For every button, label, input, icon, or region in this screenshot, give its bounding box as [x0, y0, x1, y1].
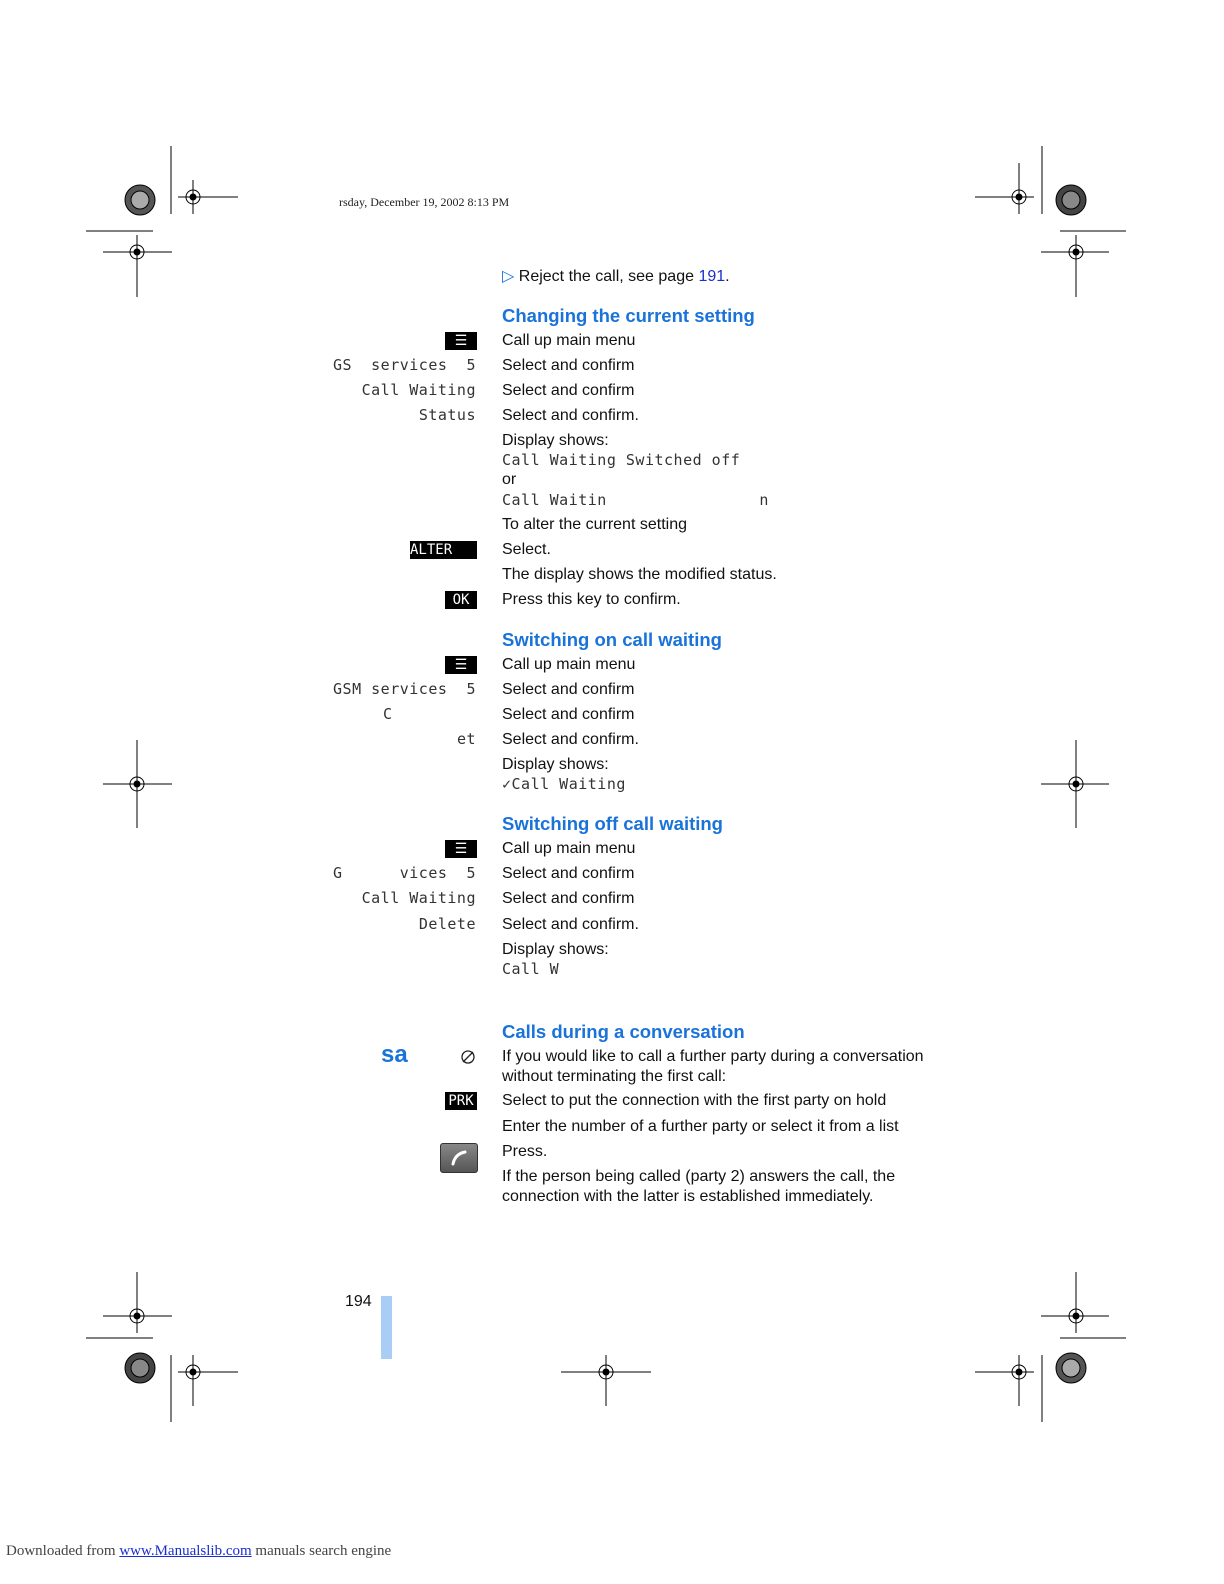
step-label: Select and confirm	[502, 890, 635, 907]
alter-softkey[interactable]: ALTER	[410, 541, 477, 559]
intro-suffix: .	[725, 268, 730, 285]
section-heading-changing: Changing the current setting	[502, 305, 755, 326]
step-label: Select to put the connection with the first party on hold	[502, 1092, 887, 1109]
step-label: Select and confirm.	[502, 916, 639, 933]
step-label: If the person being called (party 2) answers the call, the	[502, 1168, 896, 1185]
step-label: Display shows:	[502, 941, 609, 958]
step-label: If you would like to call a further party during a conversation	[502, 1048, 924, 1065]
section-heading-switching-off: Switching off call waiting	[502, 813, 723, 834]
step-label: Display shows:	[502, 432, 609, 449]
step-label: Display shows:	[502, 756, 609, 773]
section-heading-calls-during: Calls during a conversation	[502, 1021, 745, 1042]
step-label: connection with the latter is established immediately.	[502, 1188, 874, 1205]
step-label: The display shows the modified status.	[502, 566, 777, 583]
step-label: Select and confirm	[502, 357, 635, 374]
intro-text: Reject the call, see page	[518, 268, 699, 285]
step-label: Select and confirm	[502, 865, 635, 882]
call-key-button[interactable]	[440, 1143, 478, 1173]
step-label: without terminating the first call:	[502, 1068, 727, 1085]
display-readout: Call Waitin n	[502, 491, 769, 509]
print-timestamp: rsday, December 19, 2002 8:13 PM	[339, 195, 510, 209]
step-label: Call up main menu	[502, 840, 636, 857]
page-reference-link[interactable]: 191	[698, 268, 726, 285]
step-label: To alter the current setting	[502, 516, 687, 533]
display-label: et	[456, 730, 476, 748]
step-label: Press this key to confirm.	[502, 591, 681, 608]
display-label: Delete	[418, 915, 476, 933]
display-readout: ✓Call Waiting	[502, 775, 626, 793]
display-readout: Call W	[502, 960, 560, 978]
page-number: 194	[345, 1293, 372, 1310]
display-label: Call Waiting	[361, 381, 476, 399]
display-label: G vices 5	[333, 864, 476, 882]
step-label: Select and confirm	[502, 681, 635, 698]
step-label: Enter the number of a further party or select it from a list	[502, 1118, 899, 1135]
page-side-bar	[381, 1296, 392, 1359]
step-label: Select and confirm.	[502, 407, 639, 424]
menu-key-icon[interactable]: ☰	[445, 656, 477, 674]
step-label: Call up main menu	[502, 656, 636, 673]
menu-key-icon[interactable]: ☰	[445, 332, 477, 350]
step-label: Call up main menu	[502, 332, 636, 349]
display-label: Status	[418, 406, 476, 424]
display-label: GSM services 5	[333, 680, 476, 698]
display-label: C	[383, 705, 393, 723]
footer-prefix: Downloaded from	[6, 1543, 120, 1559]
footer-suffix: manuals search engine	[251, 1543, 392, 1559]
ok-softkey[interactable]: OK	[445, 591, 477, 609]
step-label: Press.	[502, 1143, 548, 1160]
step-label: Select and confirm	[502, 706, 635, 723]
menu-key-icon[interactable]: ☰	[445, 840, 477, 858]
bullet-arrow-icon: ▷	[502, 268, 515, 285]
step-label: or	[502, 471, 517, 488]
step-label: Select and confirm	[502, 382, 635, 399]
conversation-symbol-icon	[460, 1049, 476, 1065]
display-label: GS services 5	[333, 356, 476, 374]
display-label: Call Waiting	[361, 889, 476, 907]
intro-line	[502, 267, 730, 287]
step-label: Select.	[502, 541, 551, 558]
margin-note: sa	[381, 1041, 408, 1068]
download-footer	[6, 1543, 391, 1560]
manualslib-link[interactable]: www.Manualslib.com	[119, 1543, 252, 1559]
section-heading-switching-on: Switching on call waiting	[502, 629, 722, 650]
prk-softkey[interactable]: PRK	[445, 1092, 477, 1110]
display-readout: Call Waiting Switched off	[502, 451, 741, 469]
step-label: Select and confirm.	[502, 731, 639, 748]
phone-handset-icon	[441, 1144, 477, 1172]
